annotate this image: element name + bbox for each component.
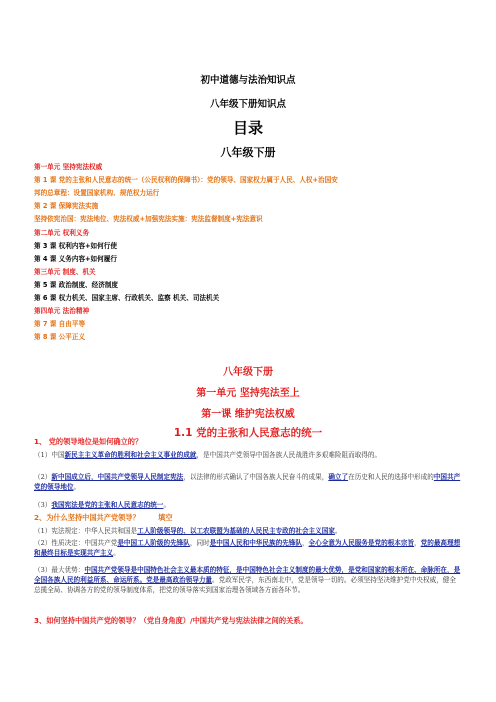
subsection-heading: 1.1 党的主张和人民意志的统一: [173, 427, 323, 439]
q1-answer-2-highlight-1: 新中国成立后，中国共产党领导人民制定宪法: [51, 473, 184, 481]
lesson-heading: 第一课 维护宪法权威: [201, 409, 295, 420]
toc-title: 目录: [232, 119, 263, 137]
q1-answer-2-rest-2: 在历史和人民的选择中形成的: [348, 473, 434, 481]
q2-answer-3-highlight-2: 党是最高政治领导力量: [146, 576, 213, 585]
toc-item: 第 5 课 政治制度、经济制度: [34, 281, 119, 289]
question-2-tag: 填空: [158, 513, 173, 522]
q2-answer-1-text: （1）宪法规定：中华人民共和国是: [34, 527, 138, 535]
q2-answer-1-rest: 。: [334, 527, 342, 535]
q1-answer-2-text: （2）: [34, 473, 52, 481]
q1-answer-2: [34, 472, 462, 492]
toc-item: 第 3 课 权利内容+如何行使: [34, 242, 117, 250]
q2-answer-2-rest-3: ，: [414, 539, 421, 547]
q1-answer-3: [34, 500, 462, 510]
toc-item: 第 7 课 自由平等: [34, 320, 86, 328]
document-subtitle: 八年级下册知识点: [209, 99, 286, 110]
q2-answer-3: [34, 565, 462, 596]
toc-item: 第 2 课 保障宪法实施: [34, 202, 99, 210]
q1-answer-3-rest: 。: [163, 501, 171, 509]
toc-item: 第 6 课 权力机关、国家主席、行政机关、监察 机关、司法机关: [34, 294, 220, 302]
question-3: 3、如何坚持中国共产党的领导？（党自身角度）/中国共产党与宪法法律之间的关系。: [34, 616, 308, 625]
question-1: 1、 党的领导地位是如何确立的？: [34, 437, 143, 446]
toc-item: 第 1 课 党的主张和人民意志的统一（公民权利的保障书）：党的领导、国家权力属于人民、人权+治国安: [34, 176, 338, 184]
toc-grade-heading: 八年级下册: [220, 146, 276, 159]
question-2-text: 2、为什么坚持中国共产党领导？: [34, 513, 140, 522]
q2-answer-2-highlight-1: 是中国工人阶级的先锋队: [117, 539, 190, 547]
q1-answer-1-rest: ，是中国共产党领导中国各族人民战胜许多艰难险阻而取得的。: [196, 451, 382, 459]
q1-answer-2-rest-1: ，以法律的形式确认了中国各族人民奋斗的成果，: [183, 473, 329, 481]
q2-answer-2-rest-4: 。: [113, 549, 120, 558]
q2-answer-1: [34, 526, 462, 536]
q2-answer-2-rest-1: ，同时: [189, 539, 210, 547]
q1-answer-3-highlight: 我国宪法是党的主张和人民意志的统一: [51, 501, 164, 509]
q1-answer-2-highlight-3: 中国共产党的领导地位: [34, 473, 461, 492]
toc-item: 第一单元 坚持宪法权威: [34, 163, 103, 171]
toc-item: 第 8 课 公平正义: [34, 333, 86, 341]
q2-answer-1-highlight: 工人阶级领导的、以工农联盟为基础的人民民主专政的社会主义国家: [137, 527, 335, 535]
q1-answer-1: [34, 450, 462, 460]
q1-answer-1-text: （1）中国: [34, 451, 65, 459]
unit-heading: 第一单元 坚持宪法至上: [196, 388, 300, 399]
document-title: 初中道德与法治知识点: [200, 75, 296, 86]
q1-answer-1-highlight: 新民主主义革命的胜利和社会主义事业的成就: [64, 451, 197, 459]
q2-answer-2-highlight-4: 党的最高理想和最终目标是实现共产主义: [34, 539, 461, 558]
q1-answer-3-text: （3）: [34, 501, 52, 509]
q2-answer-3-highlight-1: 中国共产党领导是中国特色社会主义最本质的特征，是中国特色社会主义制度的最大优势，是党和国家的根本所在、命脉所在，是全国各族人民的利益所系、命运所系。: [34, 566, 461, 585]
toc-item: 第二单元 权利义务: [34, 229, 90, 237]
q2-answer-2: [34, 538, 462, 558]
q2-answer-2-rest-2: ，: [301, 539, 309, 547]
toc-item: 邦的总章程：设置国家机构、规范权力运行: [34, 189, 160, 197]
toc-item: 第四单元 法治精神: [34, 307, 90, 315]
q2-answer-3-text: （3）最大优势：: [34, 566, 85, 574]
question-2: [34, 513, 173, 523]
q1-answer-2-highlight-2: 确立了: [328, 473, 349, 481]
q1-answer-2-rest-3: 。: [73, 483, 81, 492]
q2-answer-3-rest: 。党政军民学，东西南北中，党是领导一切的。必须坚持坚决维护党中央权威，健全总揽全局、协调各方的党的领导制度体系，把党的领导落实到国家治理各领域各方面各环节。: [34, 576, 456, 595]
q2-answer-2-highlight-3: 全心全意为人民服务是党的根本宗旨: [308, 539, 415, 547]
q2-answer-2-text: （2）性质决定：中国共产党: [34, 539, 118, 547]
section-grade-heading: 八年级下册: [223, 367, 273, 378]
q2-answer-2-highlight-2: 是中国人民和中华民族的先锋队: [209, 539, 302, 547]
toc-item: 坚持依宪治国：宪法地位、宪法权威+加强宪法实施：宪法监督制度+宪法意识: [34, 215, 263, 223]
toc-item: 第 4 课 义务内容+如何履行: [34, 255, 117, 263]
toc-item: 第三单元 制度、机关: [34, 268, 96, 276]
